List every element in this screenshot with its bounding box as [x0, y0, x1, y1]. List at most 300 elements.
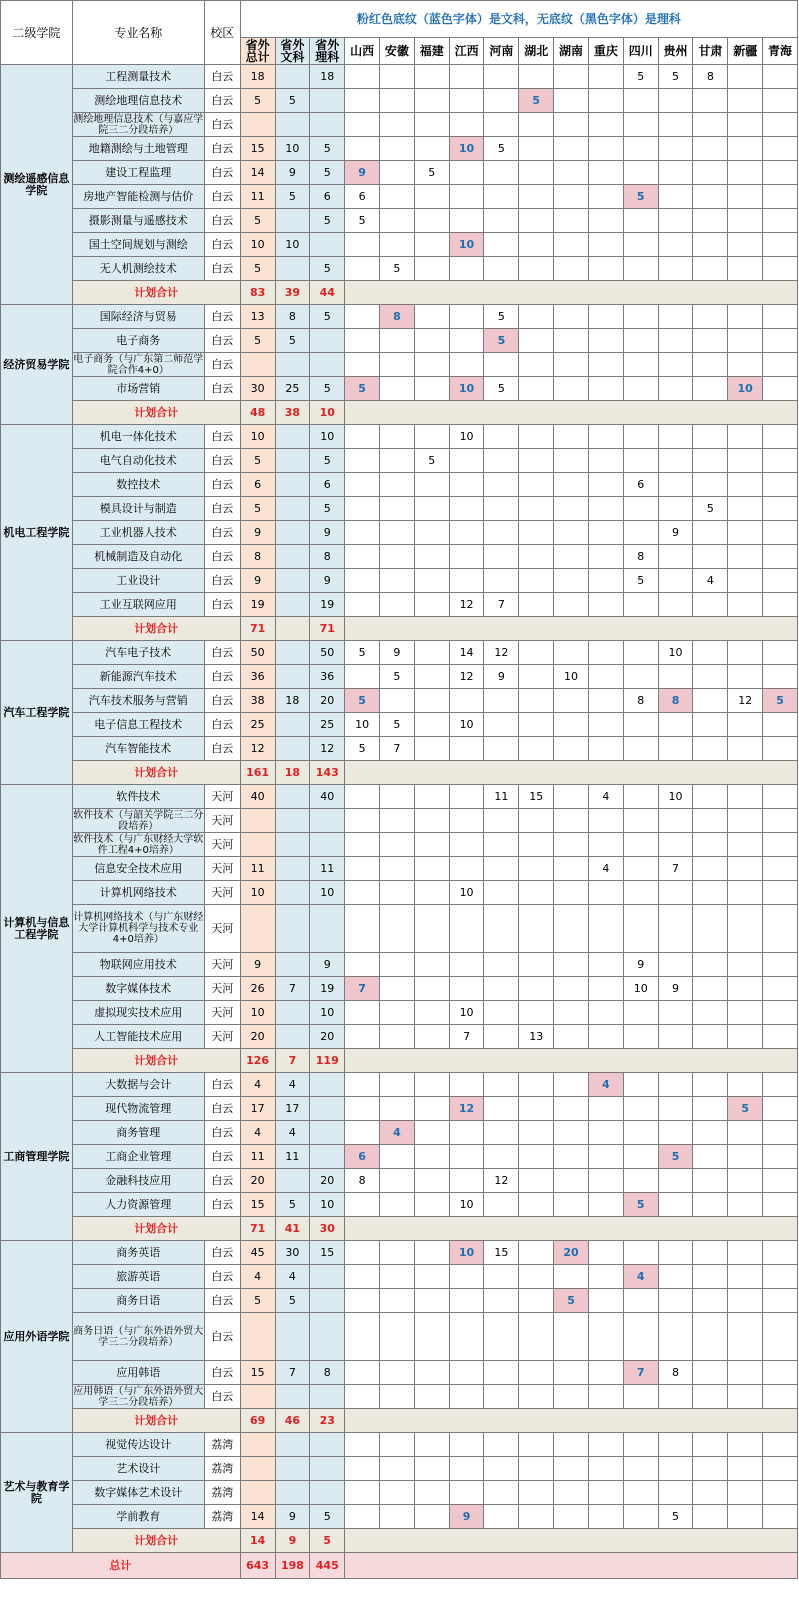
campus-cell: 白云 [204, 569, 240, 593]
province-cell [345, 1433, 380, 1457]
province-cell [380, 1145, 415, 1169]
province-cell [345, 593, 380, 617]
province-cell [728, 1193, 763, 1217]
science-cell: 18 [310, 65, 345, 89]
subtotal-arts: 41 [275, 1217, 310, 1241]
province-cell: 5 [484, 377, 519, 401]
province-cell [519, 233, 554, 257]
province-cell [693, 113, 728, 137]
province-cell [658, 425, 693, 449]
campus-cell: 白云 [204, 545, 240, 569]
province-cell [693, 689, 728, 713]
province-cell [623, 1241, 658, 1265]
province-cell [588, 1097, 623, 1121]
province-cell [554, 1385, 589, 1409]
table-row [1, 1145, 798, 1169]
province-cell [449, 161, 484, 185]
province-cell [728, 89, 763, 113]
province-cell [763, 113, 798, 137]
province-cell [554, 425, 589, 449]
province-cell [345, 257, 380, 281]
province-cell: 5 [519, 89, 554, 113]
province-cell [519, 857, 554, 881]
province-cell [693, 1361, 728, 1385]
province-cell: 10 [449, 137, 484, 161]
subtotal-total: 71 [240, 1217, 275, 1241]
grand-total-total: 643 [240, 1553, 275, 1579]
province-cell: 4 [623, 1265, 658, 1289]
arts-cell: 4 [275, 1265, 310, 1289]
subtotal-label: 计划合计 [72, 281, 240, 305]
province-cell [728, 833, 763, 857]
province-cell [763, 785, 798, 809]
science-cell [310, 89, 345, 113]
province-cell: 4 [380, 1121, 415, 1145]
campus-cell: 白云 [204, 1121, 240, 1145]
province-cell [380, 809, 415, 833]
arts-cell: 4 [275, 1121, 310, 1145]
province-cell [519, 1433, 554, 1457]
total-cell [240, 833, 275, 857]
major-name: 机械制造及自动化 [72, 545, 204, 569]
province-cell: 4 [588, 857, 623, 881]
province-cell [484, 257, 519, 281]
province-cell [519, 329, 554, 353]
total-cell: 17 [240, 1097, 275, 1121]
province-cell [519, 1121, 554, 1145]
science-cell [310, 1457, 345, 1481]
province-cell [414, 1313, 449, 1361]
province-cell [449, 209, 484, 233]
province-cell: 10 [449, 425, 484, 449]
province-cell [693, 1121, 728, 1145]
province-cell [658, 113, 693, 137]
table-row [1, 1169, 798, 1193]
province-cell [658, 569, 693, 593]
province-cell [728, 1361, 763, 1385]
province-cell [449, 977, 484, 1001]
campus-cell: 白云 [204, 209, 240, 233]
major-name: 电子信息工程技术 [72, 713, 204, 737]
science-cell [310, 113, 345, 137]
total-cell [240, 809, 275, 833]
major-name: 旅游英语 [72, 1265, 204, 1289]
province-cell [519, 521, 554, 545]
province-cell [484, 473, 519, 497]
major-name: 市场营销 [72, 377, 204, 401]
science-cell: 5 [310, 377, 345, 401]
table-row [1, 1433, 798, 1457]
arts-cell [275, 425, 310, 449]
province-cell [380, 185, 415, 209]
subtotal-filler [345, 617, 798, 641]
arts-cell [275, 1457, 310, 1481]
major-name: 建设工程监理 [72, 161, 204, 185]
science-cell [310, 233, 345, 257]
province-cell [763, 737, 798, 761]
province-cell: 10 [449, 377, 484, 401]
province-cell: 7 [449, 1025, 484, 1049]
campus-cell: 天河 [204, 977, 240, 1001]
table-row [1, 569, 798, 593]
province-cell [484, 65, 519, 89]
campus-cell: 白云 [204, 65, 240, 89]
arts-cell: 17 [275, 1097, 310, 1121]
province-cell [414, 833, 449, 857]
arts-cell [275, 857, 310, 881]
province-cell [345, 1385, 380, 1409]
science-cell [310, 329, 345, 353]
province-cell [519, 953, 554, 977]
subtotal-science: 71 [310, 617, 345, 641]
total-cell [240, 1457, 275, 1481]
table-row [1, 521, 798, 545]
province-cell: 5 [658, 65, 693, 89]
campus-cell: 荔湾 [204, 1457, 240, 1481]
province-cell [588, 977, 623, 1001]
arts-cell [275, 713, 310, 737]
province-cell [763, 137, 798, 161]
province-cell [728, 425, 763, 449]
campus-cell: 白云 [204, 1265, 240, 1289]
province-cell [449, 833, 484, 857]
province-cell [519, 809, 554, 833]
province-cell [554, 161, 589, 185]
province-cell [414, 1481, 449, 1505]
province-cell [484, 713, 519, 737]
province-cell [658, 809, 693, 833]
province-cell [554, 473, 589, 497]
subtotal-label: 计划合计 [72, 1049, 240, 1073]
major-name: 虚拟现实技术应用 [72, 1001, 204, 1025]
province-cell [519, 1289, 554, 1313]
province-cell [623, 1001, 658, 1025]
total-cell: 26 [240, 977, 275, 1001]
province-cell [623, 377, 658, 401]
province-cell [693, 1385, 728, 1409]
campus-cell: 白云 [204, 737, 240, 761]
province-cell [623, 449, 658, 473]
table-row [1, 1457, 798, 1481]
province-cell [414, 521, 449, 545]
province-cell: 12 [449, 1097, 484, 1121]
province-cell [449, 569, 484, 593]
science-cell [310, 353, 345, 377]
total-cell: 10 [240, 1001, 275, 1025]
province-cell [345, 1001, 380, 1025]
college-name: 艺术与教育学院 [1, 1433, 73, 1553]
province-cell [728, 545, 763, 569]
province-cell [588, 569, 623, 593]
province-cell [588, 161, 623, 185]
province-cell: 5 [484, 305, 519, 329]
campus-cell: 白云 [204, 329, 240, 353]
province-cell [658, 881, 693, 905]
province-cell [484, 1505, 519, 1529]
province-cell [449, 1073, 484, 1097]
province-cell [449, 1313, 484, 1361]
science-cell: 8 [310, 1361, 345, 1385]
province-cell [658, 233, 693, 257]
province-cell [345, 1313, 380, 1361]
province-cell [380, 1265, 415, 1289]
arts-cell [275, 545, 310, 569]
grand-total-science: 445 [310, 1553, 345, 1579]
province-cell [588, 497, 623, 521]
arts-cell [275, 1313, 310, 1361]
province-cell [414, 329, 449, 353]
province-cell [519, 113, 554, 137]
major-name: 工业设计 [72, 569, 204, 593]
province-cell: 8 [658, 1361, 693, 1385]
province-cell [345, 425, 380, 449]
province-cell [519, 1481, 554, 1505]
province-cell: 10 [623, 977, 658, 1001]
province-cell [554, 545, 589, 569]
arts-cell [275, 593, 310, 617]
province-cell [554, 977, 589, 1001]
province-cell [658, 1097, 693, 1121]
province-cell [658, 953, 693, 977]
science-cell: 50 [310, 641, 345, 665]
header-province: 安徽 [380, 38, 415, 65]
arts-cell [275, 833, 310, 857]
province-cell [380, 857, 415, 881]
province-cell [728, 1481, 763, 1505]
province-cell [484, 1457, 519, 1481]
province-cell [519, 209, 554, 233]
science-cell: 10 [310, 881, 345, 905]
major-name: 机电一体化技术 [72, 425, 204, 449]
arts-cell: 8 [275, 305, 310, 329]
province-cell [623, 161, 658, 185]
major-name: 商务英语 [72, 1241, 204, 1265]
table-row [1, 881, 798, 905]
province-cell [345, 1481, 380, 1505]
province-cell [554, 1121, 589, 1145]
science-cell: 5 [310, 1505, 345, 1529]
campus-cell: 荔湾 [204, 1505, 240, 1529]
subtotal-label: 计划合计 [72, 1529, 240, 1553]
province-cell [380, 689, 415, 713]
campus-cell: 白云 [204, 1193, 240, 1217]
province-cell [449, 737, 484, 761]
province-cell [554, 521, 589, 545]
province-cell [484, 1433, 519, 1457]
arts-cell: 5 [275, 1193, 310, 1217]
province-cell [484, 497, 519, 521]
province-cell [380, 497, 415, 521]
province-cell [484, 1001, 519, 1025]
province-cell [623, 665, 658, 689]
province-cell [728, 905, 763, 953]
province-cell [623, 113, 658, 137]
province-cell: 10 [554, 665, 589, 689]
province-cell [519, 185, 554, 209]
province-cell [728, 1169, 763, 1193]
province-cell [554, 1433, 589, 1457]
province-cell [554, 1481, 589, 1505]
campus-cell: 天河 [204, 833, 240, 857]
arts-cell [275, 209, 310, 233]
province-cell [588, 425, 623, 449]
total-cell: 15 [240, 1193, 275, 1217]
science-cell: 20 [310, 1169, 345, 1193]
province-cell [380, 1457, 415, 1481]
province-cell [414, 857, 449, 881]
province-cell [449, 1385, 484, 1409]
province-cell [519, 737, 554, 761]
province-cell [588, 1265, 623, 1289]
province-cell [519, 1241, 554, 1265]
province-cell [484, 209, 519, 233]
table-row [1, 665, 798, 689]
province-cell [554, 1361, 589, 1385]
province-cell [588, 305, 623, 329]
province-cell [519, 1073, 554, 1097]
province-cell [728, 185, 763, 209]
arts-cell [275, 785, 310, 809]
total-cell: 5 [240, 449, 275, 473]
province-cell [763, 593, 798, 617]
subtotal-science: 119 [310, 1049, 345, 1073]
province-cell: 10 [449, 1241, 484, 1265]
province-cell [623, 89, 658, 113]
province-cell [658, 497, 693, 521]
science-cell: 6 [310, 473, 345, 497]
province-cell [728, 569, 763, 593]
province-cell [623, 1145, 658, 1169]
province-cell: 8 [380, 305, 415, 329]
major-name: 工程测量技术 [72, 65, 204, 89]
province-cell: 9 [484, 665, 519, 689]
science-cell: 15 [310, 1241, 345, 1265]
science-cell [310, 905, 345, 953]
province-cell [380, 449, 415, 473]
province-cell [588, 665, 623, 689]
province-cell [554, 785, 589, 809]
science-cell [310, 1313, 345, 1361]
province-cell: 4 [588, 1073, 623, 1097]
province-cell [414, 1097, 449, 1121]
province-cell [658, 1169, 693, 1193]
province-cell [449, 497, 484, 521]
province-cell [728, 641, 763, 665]
province-cell [380, 521, 415, 545]
province-cell [380, 1001, 415, 1025]
subtotal-science: 23 [310, 1409, 345, 1433]
arts-cell [275, 1001, 310, 1025]
province-cell [588, 1481, 623, 1505]
province-cell: 5 [414, 449, 449, 473]
province-cell [693, 809, 728, 833]
province-cell [449, 521, 484, 545]
province-cell [693, 905, 728, 953]
province-cell [414, 305, 449, 329]
province-cell [484, 881, 519, 905]
province-cell [623, 1313, 658, 1361]
province-cell: 5 [345, 689, 380, 713]
province-cell [763, 809, 798, 833]
province-cell [588, 1121, 623, 1145]
subtotal-science: 10 [310, 401, 345, 425]
province-cell [728, 521, 763, 545]
province-cell [345, 1073, 380, 1097]
subtotal-arts: 18 [275, 761, 310, 785]
province-cell [763, 161, 798, 185]
province-cell [519, 137, 554, 161]
province-cell: 5 [380, 665, 415, 689]
province-cell [693, 1265, 728, 1289]
header-province: 湖南 [554, 38, 589, 65]
province-cell: 5 [345, 377, 380, 401]
province-cell [554, 881, 589, 905]
major-name: 商务日语 [72, 1289, 204, 1313]
subtotal-total: 14 [240, 1529, 275, 1553]
province-cell [414, 65, 449, 89]
campus-cell: 天河 [204, 857, 240, 881]
table-row [1, 689, 798, 713]
province-cell [519, 161, 554, 185]
province-cell [345, 809, 380, 833]
province-cell [414, 1001, 449, 1025]
province-cell [414, 89, 449, 113]
province-cell [588, 1193, 623, 1217]
subtotal-label: 计划合计 [72, 761, 240, 785]
total-cell: 4 [240, 1265, 275, 1289]
province-cell [484, 1145, 519, 1169]
province-cell [414, 1073, 449, 1097]
table-row [1, 1025, 798, 1049]
province-cell [728, 473, 763, 497]
major-name: 电子商务 [72, 329, 204, 353]
province-cell [728, 953, 763, 977]
province-cell [588, 737, 623, 761]
major-name: 商务日语（与广东外语外贸大学三二分段培养） [72, 1313, 204, 1361]
province-cell: 5 [380, 713, 415, 737]
total-cell: 4 [240, 1073, 275, 1097]
province-cell [623, 329, 658, 353]
major-name: 软件技术（与韶关学院三二分段培养） [73, 809, 204, 832]
province-cell [693, 1097, 728, 1121]
total-cell: 25 [240, 713, 275, 737]
total-cell: 15 [240, 137, 275, 161]
province-cell: 5 [484, 137, 519, 161]
science-cell [310, 809, 345, 833]
province-cell [449, 65, 484, 89]
province-cell [414, 593, 449, 617]
science-cell: 9 [310, 569, 345, 593]
arts-cell: 11 [275, 1145, 310, 1169]
province-cell [763, 977, 798, 1001]
arts-cell: 7 [275, 1361, 310, 1385]
province-cell [728, 1145, 763, 1169]
science-cell: 9 [310, 521, 345, 545]
subtotal-filler [345, 1217, 798, 1241]
province-cell [519, 1193, 554, 1217]
province-cell [414, 137, 449, 161]
subtotal-arts: 7 [275, 1049, 310, 1073]
science-cell: 8 [310, 545, 345, 569]
campus-cell: 白云 [204, 665, 240, 689]
major-name: 物联网应用技术 [72, 953, 204, 977]
header-province: 湖北 [519, 38, 554, 65]
province-cell [588, 713, 623, 737]
subtotal-total: 83 [240, 281, 275, 305]
header-province: 四川 [623, 38, 658, 65]
province-cell [345, 545, 380, 569]
province-cell: 6 [623, 473, 658, 497]
